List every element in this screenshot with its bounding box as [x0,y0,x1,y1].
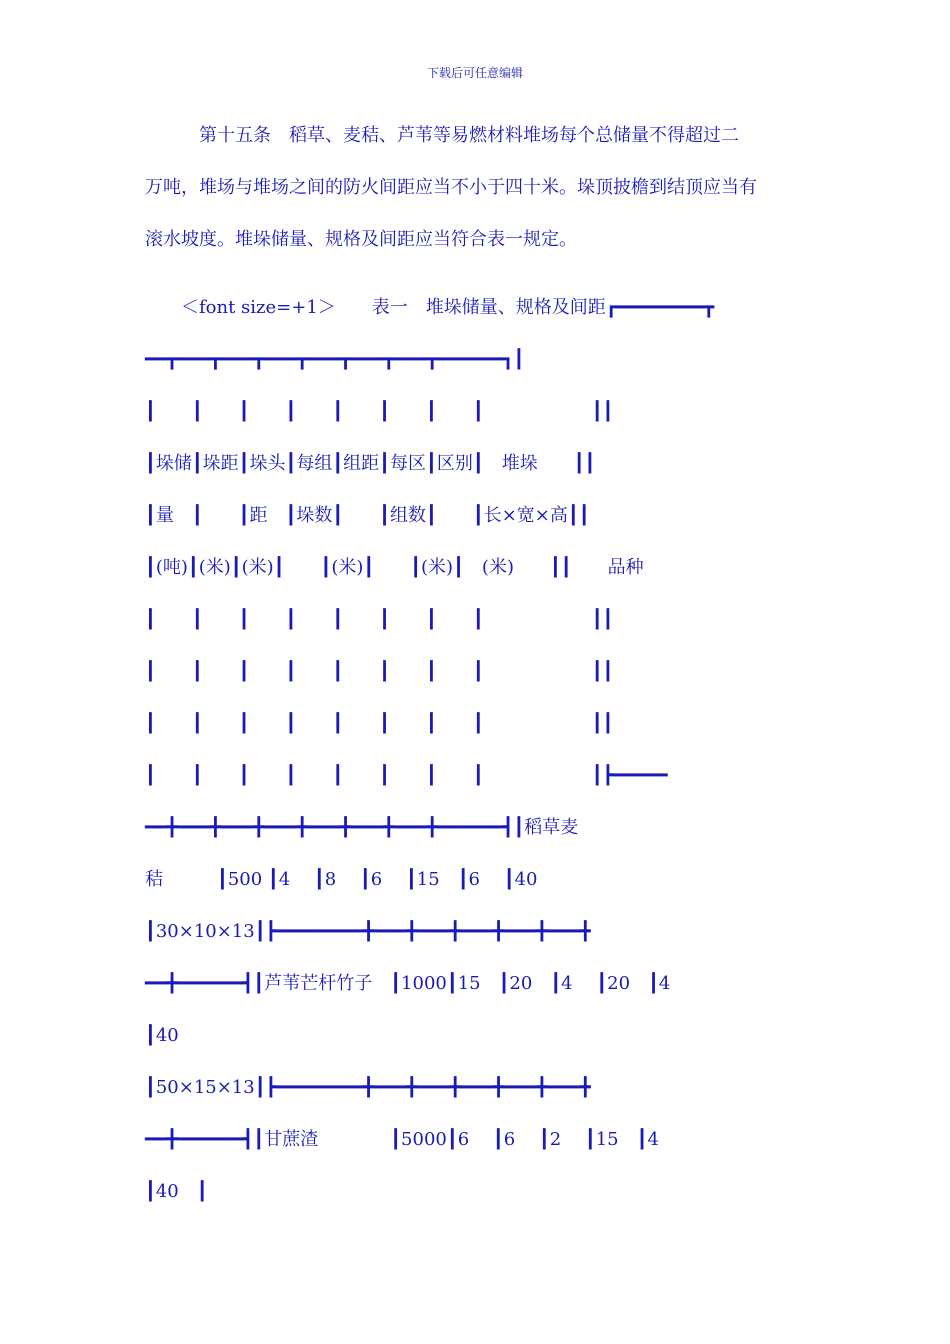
text-line-3: 滚水坡度。堆垛储量、规格及间距应当符合表一规定。 [145,229,577,250]
table-line-9: ┃ ┃ ┃ ┃ ┃ ┃ ┃ ┃ ┃┣━━━━━ [145,765,668,786]
table-line-5: ┃(吨)┃(米)┃(米)┃ ┃(米)┃ ┃(米)┃ (米) ┃┃ 品种 [145,557,644,578]
table-line-7: ┃ ┃ ┃ ┃ ┃ ┃ ┃ ┃ ┃┃ [145,661,614,682]
table-line-16: ━━╋━━━━━━┫┃甘蔗渣 ┃5000┃6 ┃6 ┃2 ┃15 ┃4 [145,1129,659,1150]
table-line-14: ┃40 [145,1025,179,1046]
table-line-11: 秸 ┃500 ┃4 ┃8 ┃6 ┃15 ┃6 ┃40 [145,869,538,890]
text-line-2: 万吨，堆场与堆场之间的防火间距应当不小于四十米。垛顶披檐到结顶应当有 [145,177,757,198]
table-line-17: ┃40 ┃ [145,1181,208,1202]
table-line-10: ━━╋━━━╋━━━╋━━━╋━━━╋━━━╋━━━╋━━━━━━┫┃稻草麦 [145,817,579,838]
table-caption-line: ＜font size=+1＞ 表一 堆垛储量、规格及间距┏━━━━━━━━┳ [145,297,715,318]
table-line-4: ┃量 ┃ ┃距 ┃垛数┃ ┃组数┃ ┃长×宽×高┃┃ [145,505,590,526]
table-line-2: ┃ ┃ ┃ ┃ ┃ ┃ ┃ ┃ ┃┃ [145,401,614,422]
table-line-15: ┃50×15×13┃┣━━━━━━━━╋━━━╋━━━╋━━━╋━━━╋━━━╋ [145,1077,591,1098]
page-header: 下载后可任意编辑 [426,66,523,80]
table-line-8: ┃ ┃ ┃ ┃ ┃ ┃ ┃ ┃ ┃┃ [145,713,614,734]
table-line-6: ┃ ┃ ┃ ┃ ┃ ┃ ┃ ┃ ┃┃ [145,609,614,630]
table-line-12: ┃30×10×13┃┣━━━━━━━━╋━━━╋━━━╋━━━╋━━━╋━━━╋ [145,921,591,942]
table-line-3: ┃垛储┃垛距┃垛头┃每组┃组距┃每区┃区别┃ 堆垛 ┃┃ [145,453,596,474]
text-line-1: 第十五条 稻草、麦秸、芦苇等易燃材料堆场每个总储量不得超过二 [145,125,739,146]
table-line-1: ━━┳━━━┳━━━┳━━━┳━━━┳━━━┳━━━┳━━━━━━┓┃ [145,349,525,370]
table-line-13: ━━╋━━━━━━┫┃芦苇芒杆竹子 ┃1000┃15 ┃20 ┃4 ┃20 ┃4 [145,973,671,994]
